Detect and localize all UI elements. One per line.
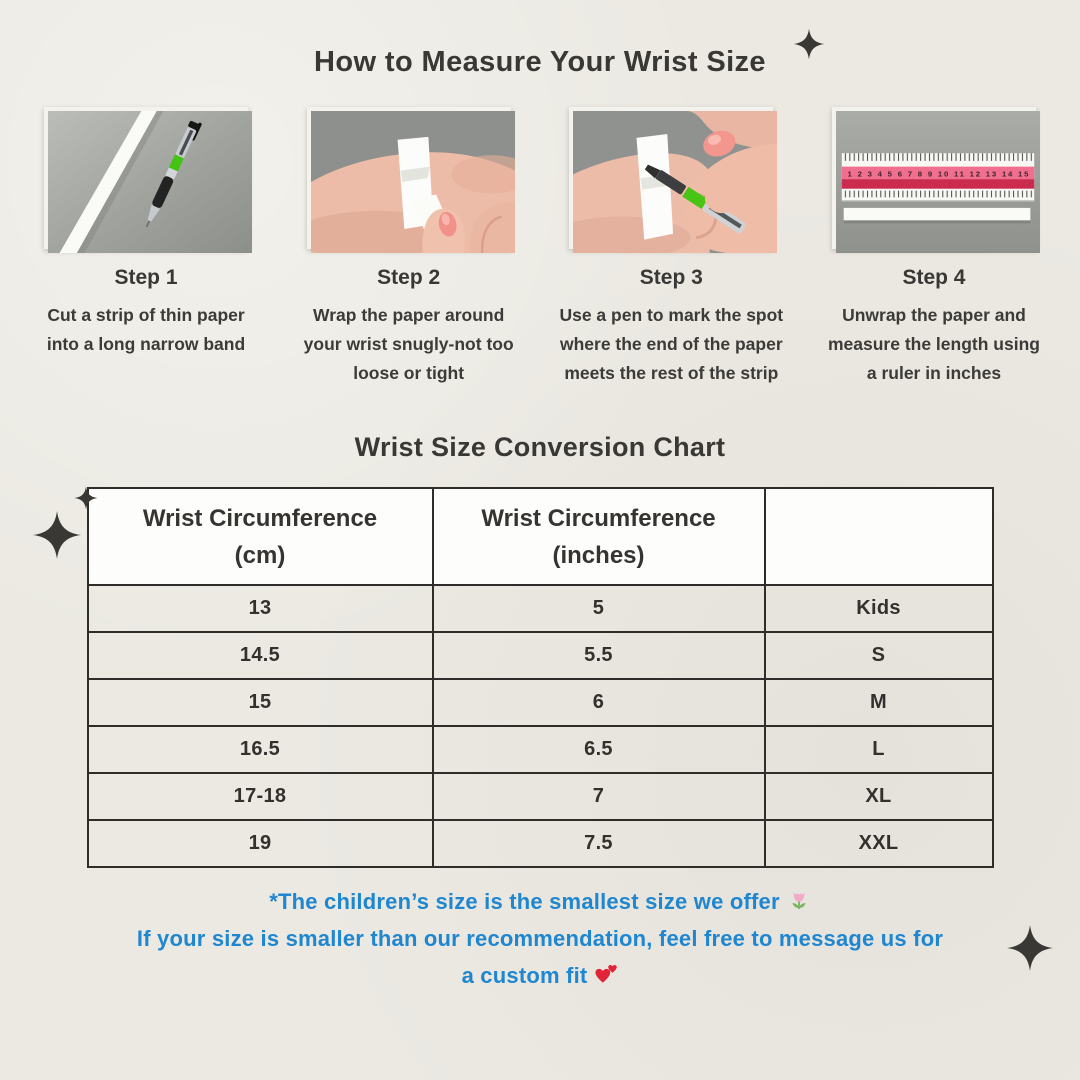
table-header-row bbox=[88, 488, 993, 585]
step3-photo bbox=[569, 107, 773, 249]
step-column-3 bbox=[547, 107, 795, 388]
footnote-text: a custom fit bbox=[461, 963, 588, 988]
column-header-unit: (cm) bbox=[234, 541, 286, 569]
step1-label: Step 1 bbox=[114, 266, 178, 289]
inches-cell: 7.5 bbox=[433, 820, 765, 867]
step-column-4 bbox=[810, 107, 1058, 388]
size-cell: XL bbox=[765, 773, 993, 820]
size-cell: Kids bbox=[765, 585, 993, 632]
step2-description: Wrap the paper around your wrist snugly-not too loose or tight bbox=[303, 305, 514, 383]
step3-description: Use a pen to mark the spot where the end of the paper meets the rest of the strip bbox=[559, 305, 784, 383]
step2-photo bbox=[307, 107, 511, 249]
footnote-line-3 bbox=[0, 957, 1080, 994]
table-row bbox=[88, 773, 993, 820]
step1-photo bbox=[44, 107, 248, 249]
conversion-chart-title: Wrist Size Conversion Chart bbox=[354, 432, 726, 462]
step-column-1 bbox=[22, 107, 270, 388]
step4-label: Step 4 bbox=[902, 266, 966, 289]
ruler-illustration bbox=[836, 111, 1040, 253]
column-header-text: Wrist Circumference bbox=[481, 504, 716, 532]
cm-cell: 15 bbox=[88, 679, 433, 726]
size-cell: S bbox=[765, 632, 993, 679]
table-row bbox=[88, 585, 993, 632]
paper-and-pencil-illustration bbox=[48, 111, 252, 253]
step2-label: Step 2 bbox=[377, 266, 441, 289]
column-header-size bbox=[765, 488, 993, 585]
table-row bbox=[88, 820, 993, 867]
sparkle-icon bbox=[793, 28, 825, 60]
conversion-chart-header bbox=[0, 432, 1080, 463]
inches-cell: 6.5 bbox=[433, 726, 765, 773]
size-cell: L bbox=[765, 726, 993, 773]
column-header-text: Wrist Circumference bbox=[142, 504, 378, 532]
steps-row bbox=[0, 107, 1080, 388]
size-cell: M bbox=[765, 679, 993, 726]
footnote-line-2 bbox=[0, 920, 1080, 957]
sparkle-icon bbox=[1006, 924, 1054, 972]
sparkle-icon bbox=[74, 486, 98, 510]
step1-description: Cut a strip of thin paper into a long narrow band bbox=[46, 305, 246, 354]
cm-cell: 16.5 bbox=[88, 726, 433, 773]
cm-cell: 17-18 bbox=[88, 773, 433, 820]
ruler-numbers: 1 2 3 4 5 6 7 8 9 10 11 12 13 14 15 bbox=[847, 169, 1029, 179]
size-cell: XXL bbox=[765, 820, 993, 867]
column-header-cm bbox=[88, 488, 433, 585]
tulip-icon bbox=[787, 889, 811, 913]
inches-cell: 7 bbox=[433, 773, 765, 820]
table-row bbox=[88, 679, 993, 726]
column-header-unit: (inches) bbox=[552, 541, 645, 569]
pen-marking-illustration bbox=[573, 111, 777, 253]
step4-photo bbox=[832, 107, 1036, 249]
inches-cell: 6 bbox=[433, 679, 765, 726]
footnote bbox=[0, 883, 1080, 994]
footnote-line-1 bbox=[0, 883, 1080, 920]
column-header-inches bbox=[433, 488, 765, 585]
page-title: How to Measure Your Wrist Size bbox=[314, 46, 766, 78]
inches-cell: 5 bbox=[433, 585, 765, 632]
wrist-size-conversion-table bbox=[87, 487, 994, 868]
sparkle-icon bbox=[32, 510, 82, 560]
cm-cell: 14.5 bbox=[88, 632, 433, 679]
wrapped-wrist-illustration bbox=[311, 111, 515, 253]
step-column-2 bbox=[285, 107, 533, 388]
step3-label: Step 3 bbox=[639, 266, 703, 289]
footnote-text: *The children’s size is the smallest size we offer bbox=[269, 889, 780, 914]
two-hearts-icon bbox=[594, 963, 618, 987]
step4-description: Unwrap the paper and measure the length using a ruler in inches bbox=[827, 305, 1040, 383]
cm-cell: 13 bbox=[88, 585, 433, 632]
table-row bbox=[88, 632, 993, 679]
inches-cell: 5.5 bbox=[433, 632, 765, 679]
cm-cell: 19 bbox=[88, 820, 433, 867]
footnote-text: If your size is smaller than our recommendation, feel free to message us for bbox=[136, 926, 944, 951]
table-row bbox=[88, 726, 993, 773]
